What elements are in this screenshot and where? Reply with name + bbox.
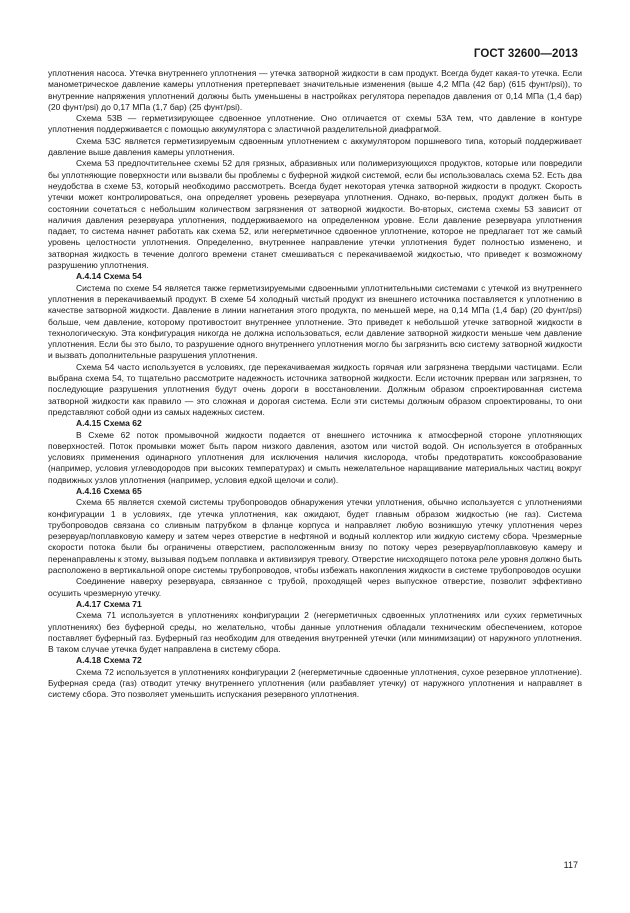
standard-code-header: ГОСТ 32600—2013 — [473, 48, 578, 60]
page-number: 117 — [563, 860, 578, 870]
paragraph: Схема 53B — герметизирующее сдвоенное уплотнение. Оно отличается от схемы 53A тем, что давление в контуре уплотнения поддерживается с помощью аккумулятора с эластичной разделительной диафрагмой. — [48, 113, 582, 135]
paragraph: Схема 53C является герметизируемым сдвоенным уплотнением с аккумулятором поршневого типа, который поддерживает давление выше давления камеры уплотнения. — [48, 135, 582, 158]
paragraph: Схема 65 является схемой системы трубопроводов обнаружения утечки уплотнения, обычно используется с уплотнениями конфигурации 1 в условиях, где утечка уплотнения, как ожидают, будет главным образом жидкостью (не газ). Система трубопроводов связана со сливным патрубком в фланце корпуса и направляет любую возникшую утечку уплотнения через резервуар/поплавковую камеру и затем через отверстие в нефтяной и водный коллектор или жидкую систему сбора. Чрезмерные скорости потока были бы ограничены отверстием, расположенным внизу по потоку через резервуар/поплавковую камеру и перенаправлены к этому, вызывая подъем поплавка и активизируя тревогу. Отверстие нисходящего потока реле уровня должно быть расположено в вертикальной опоре системы трубопроводов, чтобы избежать накопления жидкости в системе трубопроводов осушки — [48, 497, 582, 576]
paragraph: В Схеме 62 поток промывочной жидкости подается от внешнего источника к атмосферной стороне уплотняющих поверхностей. Поток промывки может быть паром низкого давления, азотом или чистой водой. Он используется в отобранных условиях применения одинарного уплотнения для исключения наличия кислорода, чтобы предотвратить коксообразование (например, условия углеводородов при высоких температурах) и смыть нежелательное наращивание материальных частиц вокруг подвижных узлов уплотнения (например, условия едкой щелочи и соли). — [48, 429, 582, 485]
paragraph: Схема 72 используется в уплотнениях конфигурации 2 (негерметичные сдвоенные уплотнения, сухое резервное уплотнение). Буферная среда (газ) отводит утечку внутреннего уплотнения (или разбавляет утечку) от наружного уплотнения и направляет в систему сбора. Это позволяет уменьшить испускания резервного уплотнения. — [48, 666, 582, 700]
paragraph: Соединение наверху резервуара, связанное с трубой, проходящей через выпускное отверстие, позволит эффективно осушить чрезмерную утечку. — [48, 576, 582, 598]
section-heading: А.4.18 Схема 72 — [76, 655, 142, 666]
section-heading: А.4.17 Схема 71 — [76, 598, 142, 609]
section-heading: А.4.15 Схема 62 — [76, 418, 142, 429]
paragraph: уплотнения насоса. Утечка внутреннего уплотнения — утечка затворной жидкости в сам продукт. Всегда будет какая-то утечка. Если манометрическое давление камеры уплотнения претерпевает значительные изменения (выше 4,2 МПа (42 бар) (615 фунт/psi)), то внутренние напряжения уплотнений должны быть уменьшены в настройках регулятора перепадов давления от 0,14 МПа (1,4 бар) (20 фунт/psi) до 0,17 МПа (1,7 бар) (25 фунт/psi). — [48, 68, 582, 112]
document-body — [48, 68, 582, 701]
paragraph: Схема 71 используется в уплотнениях конфигурации 2 (негерметичных сдвоенных уплотнениях или сухих герметичных уплотнениях) без буферной среды, но желательно, чтобы данные уплотнения обладали техническим обеспечением, которое поставляет буферный газ. Буферный газ необходим для отведения внутренней утечки (или минимизации) от наружного уплотнения. В таком случае утечка будет направлена в систему сбора. — [48, 610, 582, 655]
section-heading: А.4.16 Схема 65 — [76, 485, 142, 496]
paragraph: Система по схеме 54 является также герметизируемыми сдвоенными уплотнительными системами с утечкой из внутреннего уплотнения в перекачиваемый продукт. В схеме 54 холодный чистый продукт из внешнего источника поставляется к уплотнению в качестве затворной жидкости. Давление в линии нагнетания этого продукта, по меньшей мере, на 0,14 МПа (1,4 бар) (20 фунт/psi) больше, чем давление, которому противостоит внутреннее уплотнение. Это приведет к небольшой утечке затворной жидкости в технологическую. Эта конфигурация никогда не должна использоваться, если давление затворной жидкости меньше чем давление уплотнения. Если бы это было, то разрушение одного внутреннего уплотнения могло бы загрязнить всю систему затворной жидкости и вызвать дополнительные разрушения уплотнения. — [48, 282, 582, 361]
paragraph: Схема 53 предпочтительнее схемы 52 для грязных, абразивных или полимеризующихся продуктов, которые или повредили бы уплотняющие поверхности или вызвали бы проблемы с буферной жидкой системой, если бы использовалась схема 52. Есть два неудобства в схеме 53, который необходимо рассмотреть. Всегда будет некоторая утечка затворной жидкости в продукт. Скорость утечки может контролироваться, она определяет уровень резервуара уплотнения. Однако, во-первых, продукт должен быть в состоянии сочетаться с небольшим количеством загрязнения от затворной жидкости. Во-вторых, система схемы 53 зависит от наличия давления резервуара уплотнения, поддерживаемого на определенном уровне. Если давление резервуара уплотнения падает, то система начнет работать как схема 52, или негерметичное сдвоенное уплотнение, которое не предлагает тот же самый уровень целостности уплотнения. Определенно, внутреннее направление утечки уплотнения будет полностью изменено, и затворная жидкость в течение долгого времени станет смешиваться с перекачиваемой жидкостью, что приведет к возможному разрушению уплотнения. — [48, 158, 582, 271]
paragraph: Схема 54 часто используется в условиях, где перекачиваемая жидкость горячая или загрязнена твердыми частицами. Если выбрана схема 54, то тщательно рассмотрите надежность источника затворной жидкости. Если источник прерван или загрязнен, то последующие разрушения уплотнения будут очень дороги в восстановлении. Должным образом спроектированная система затворной жидкости как правило — это сложная и дорогая система. Если эти системы должным образом спроектированы, то они представляют собой одни из самых надежных систем. — [48, 361, 582, 417]
section-heading: А.4.14 Схема 54 — [76, 271, 142, 282]
